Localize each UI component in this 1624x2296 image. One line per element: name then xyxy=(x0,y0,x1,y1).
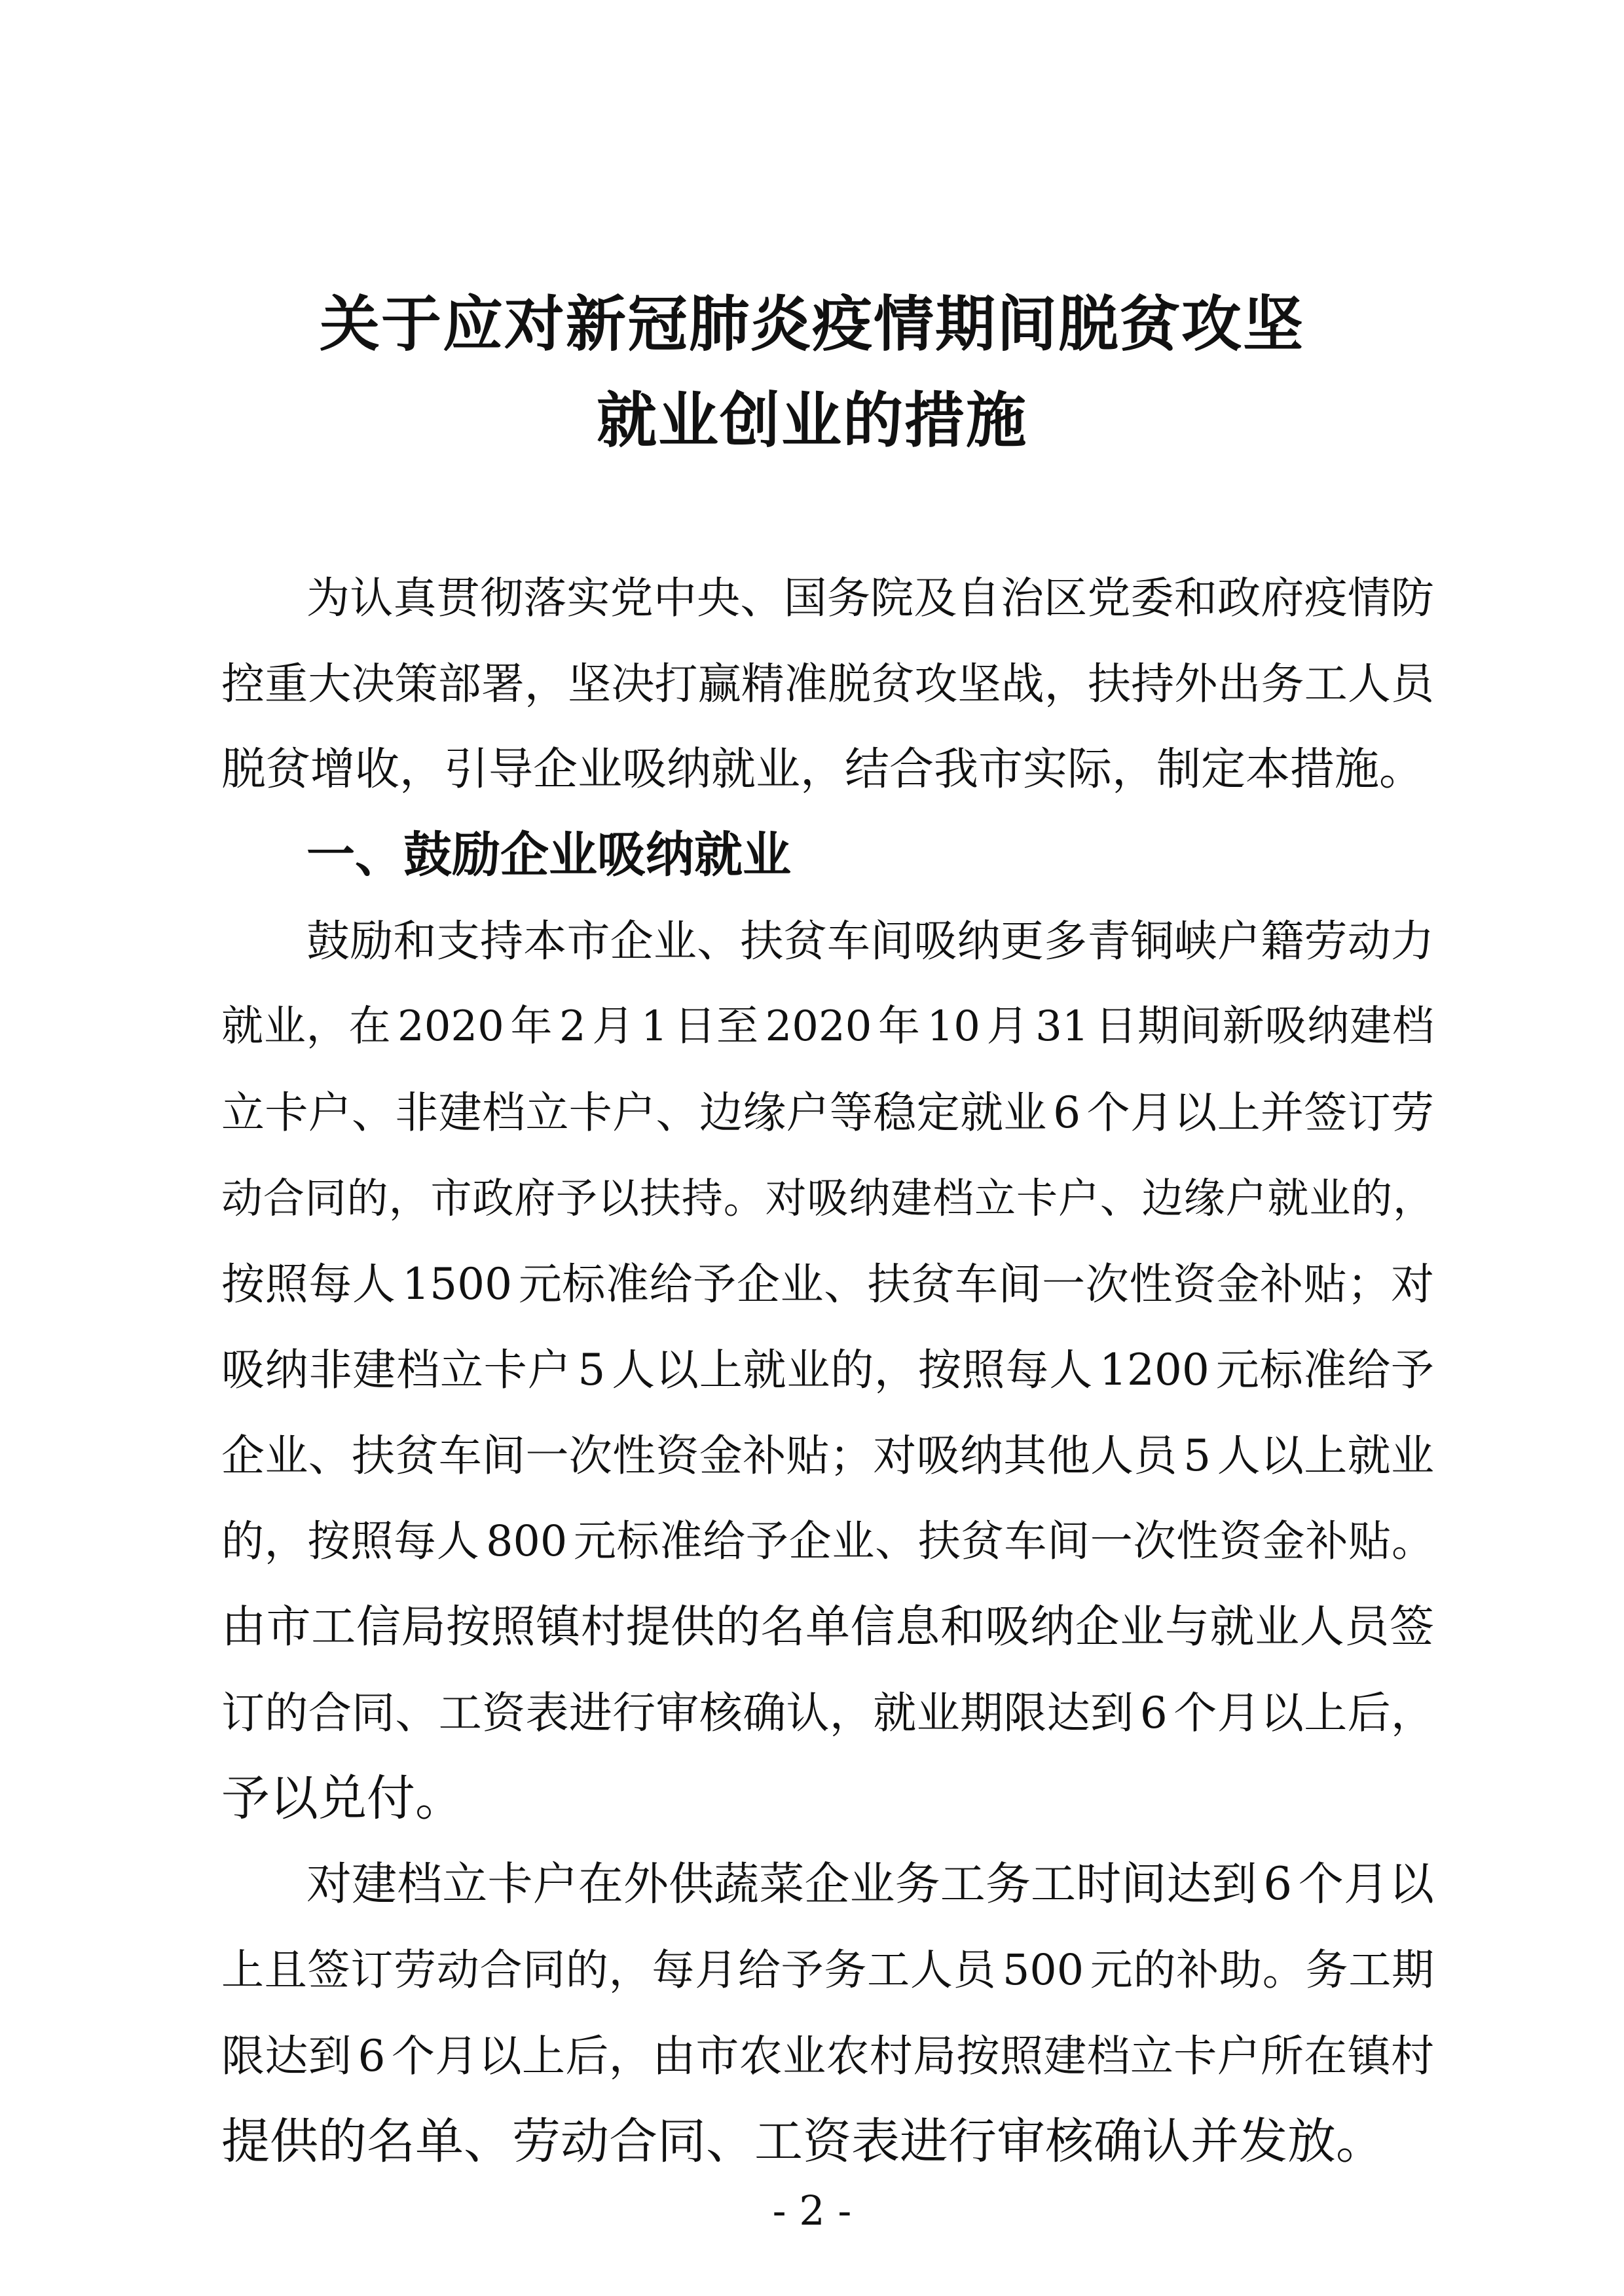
paragraph-line: 立卡户、非建档立卡户、边缘户等稳定就业 6 个月以上并签订劳 xyxy=(221,1087,1434,1138)
paragraph-line: 动合同的，市政府予以扶持。对吸纳建档立卡户、边缘户就业的， xyxy=(221,1175,1434,1222)
page-number: - 2 - xyxy=(772,2187,852,2234)
paragraph-line: 提供的名单、劳动合同、工资表进行审核确认并发放。 xyxy=(221,2113,1384,2170)
paragraph-line: 企业、扶贫车间一次性资金补贴；对吸纳其他人员 5 人以上就业 xyxy=(221,1430,1434,1481)
paragraph-line: 就业，在 2020 年 2 月 1 日至 2020 年 10 月 31 日期间新吸纳建档 xyxy=(221,1002,1434,1051)
paragraph-line: 鼓励和支持本市企业、扶贫车间吸纳更多青铜峡户籍劳动力 xyxy=(306,916,1434,966)
paragraph-line: 予以兑付。 xyxy=(221,1770,464,1827)
paragraph-line: 对建档立卡户在外供蔬菜企业务工务工时间达到 6 个月以 xyxy=(306,1858,1434,1910)
paragraph-line: 为认真贯彻落实党中央、国务院及自治区党委和政府疫情防 xyxy=(306,573,1434,623)
paragraph xyxy=(221,1842,1434,2185)
paragraph-line: 吸纳非建档立卡户 5 人以上就业的，按照每人 1200 元标准给予 xyxy=(221,1345,1434,1395)
paragraph-line: 由市工信局按照镇村提供的名单信息和吸纳企业与就业人员签 xyxy=(221,1601,1434,1653)
document-title-line-1: 关于应对新冠肺炎疫情期间脱贫攻坚 xyxy=(319,289,1304,359)
paragraph-line: 上且签订劳动合同的，每月给予务工人员 500 元的补助。务工期 xyxy=(221,1946,1434,1995)
paragraph-line: 订的合同、工资表进行审核确认，就业期限达到 6 个月以上后， xyxy=(221,1688,1434,1738)
document-title-line-2: 就业创业的措施 xyxy=(596,386,1027,456)
section-heading xyxy=(221,812,1434,898)
paragraph-line: 脱贫增收，引导企业吸纳就业，结合我市实际，制定本措施。 xyxy=(221,744,1424,795)
paragraph xyxy=(221,555,1434,812)
paragraph-line: 控重大决策部署，坚决打赢精准脱贫攻坚战，扶持外出务工人员 xyxy=(221,659,1434,709)
paragraph-line: 按照每人 1500 元标准给予企业、扶贫车间一次性资金补贴；对 xyxy=(221,1259,1434,1309)
paragraph-line: 的，按照每人 800 元标准给予企业、扶贫车间一次性资金补贴。 xyxy=(221,1517,1434,1566)
paragraph xyxy=(221,898,1434,1842)
heading-text: 一、鼓励企业吸纳就业 xyxy=(306,827,791,883)
paragraph-line: 限达到 6 个月以上后，由市农业农村局按照建档立卡户所在镇村 xyxy=(221,2031,1434,2081)
document-body xyxy=(221,555,1434,2185)
